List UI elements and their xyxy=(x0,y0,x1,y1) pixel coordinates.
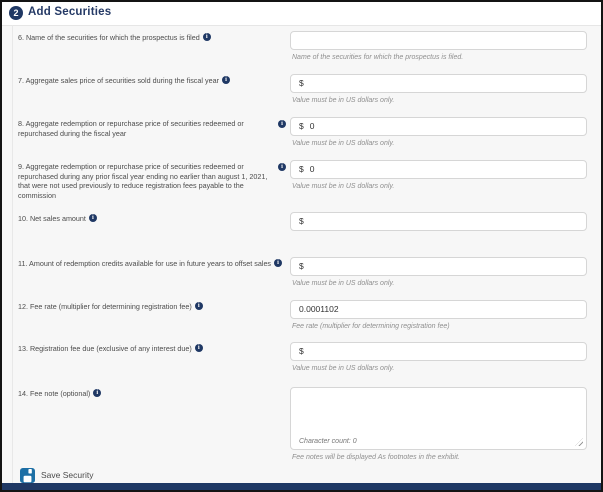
field-14-helper: Fee notes will be displayed As footnotes in the exhibit. xyxy=(292,454,460,461)
info-icon[interactable]: i xyxy=(278,120,286,128)
field-6-input[interactable] xyxy=(290,31,587,50)
fee-note-textarea[interactable] xyxy=(290,387,587,450)
field-11-helper: Value must be in US dollars only. xyxy=(292,280,395,287)
field-10-input[interactable]: $ xyxy=(290,212,587,231)
info-icon[interactable]: i xyxy=(278,163,286,171)
field-10-label: 10. Net sales amount i xyxy=(18,214,290,224)
save-button-label: Save Security xyxy=(41,470,94,480)
field-9-helper: Value must be in US dollars only. xyxy=(292,183,395,190)
field-13-helper: Value must be in US dollars only. xyxy=(292,365,395,372)
field-11-input[interactable]: $ xyxy=(290,257,587,276)
step-number-badge: 2 xyxy=(9,6,23,20)
field-7-helper: Value must be in US dollars only. xyxy=(292,97,395,104)
info-icon[interactable]: i xyxy=(203,33,211,41)
field-13-input[interactable]: $ xyxy=(290,342,587,361)
bottom-section-bar xyxy=(2,483,601,490)
section-header xyxy=(2,2,601,25)
section-title: Add Securities xyxy=(28,6,112,18)
field-9-input[interactable]: $ 0 xyxy=(290,160,587,179)
panel-divider xyxy=(12,25,13,483)
field-13-label: 13. Registration fee due (exclusive of any interest due) i xyxy=(18,344,290,354)
field-11-label: 11. Amount of redemption credits available for use in future years to offset sales i xyxy=(18,259,290,269)
save-security-button[interactable] xyxy=(20,466,93,484)
field-9-label: 9. Aggregate redemption or repurchase price of securities redeemed or repurchased during any prior fiscal year ending no earlier than august 1, 2021, that were not used previously to reduce registration fees payable to the commission i xyxy=(18,162,290,200)
field-6-helper: Name of the securities for which the prospectus is filed. xyxy=(292,54,464,61)
field-7-label: 7. Aggregate sales price of securities sold during the fiscal year i xyxy=(18,76,290,86)
save-icon xyxy=(20,468,35,483)
info-icon[interactable]: i xyxy=(222,76,230,84)
field-12-input[interactable]: 0.0001102 xyxy=(290,300,587,319)
field-7-input[interactable]: $ xyxy=(290,74,587,93)
field-12-helper: Fee rate (multiplier for determining registration fee) xyxy=(292,323,450,330)
info-icon[interactable]: i xyxy=(195,344,203,352)
field-8-input[interactable]: $ 0 xyxy=(290,117,587,136)
info-icon[interactable]: i xyxy=(274,259,282,267)
field-8-label: 8. Aggregate redemption or repurchase price of securities redeemed or repurchased during the fiscal year i xyxy=(18,119,290,138)
info-icon[interactable]: i xyxy=(195,302,203,310)
info-icon[interactable]: i xyxy=(93,389,101,397)
info-icon[interactable]: i xyxy=(89,214,97,222)
character-count: Character count: 0 xyxy=(299,438,357,445)
field-14-label: 14. Fee note (optional) i xyxy=(18,389,290,399)
field-6-label: 6. Name of the securities for which the prospectus is filed i xyxy=(18,33,290,43)
field-8-helper: Value must be in US dollars only. xyxy=(292,140,395,147)
field-12-label: 12. Fee rate (multiplier for determining registration fee) i xyxy=(18,302,290,312)
resize-handle-icon[interactable] xyxy=(575,438,583,446)
